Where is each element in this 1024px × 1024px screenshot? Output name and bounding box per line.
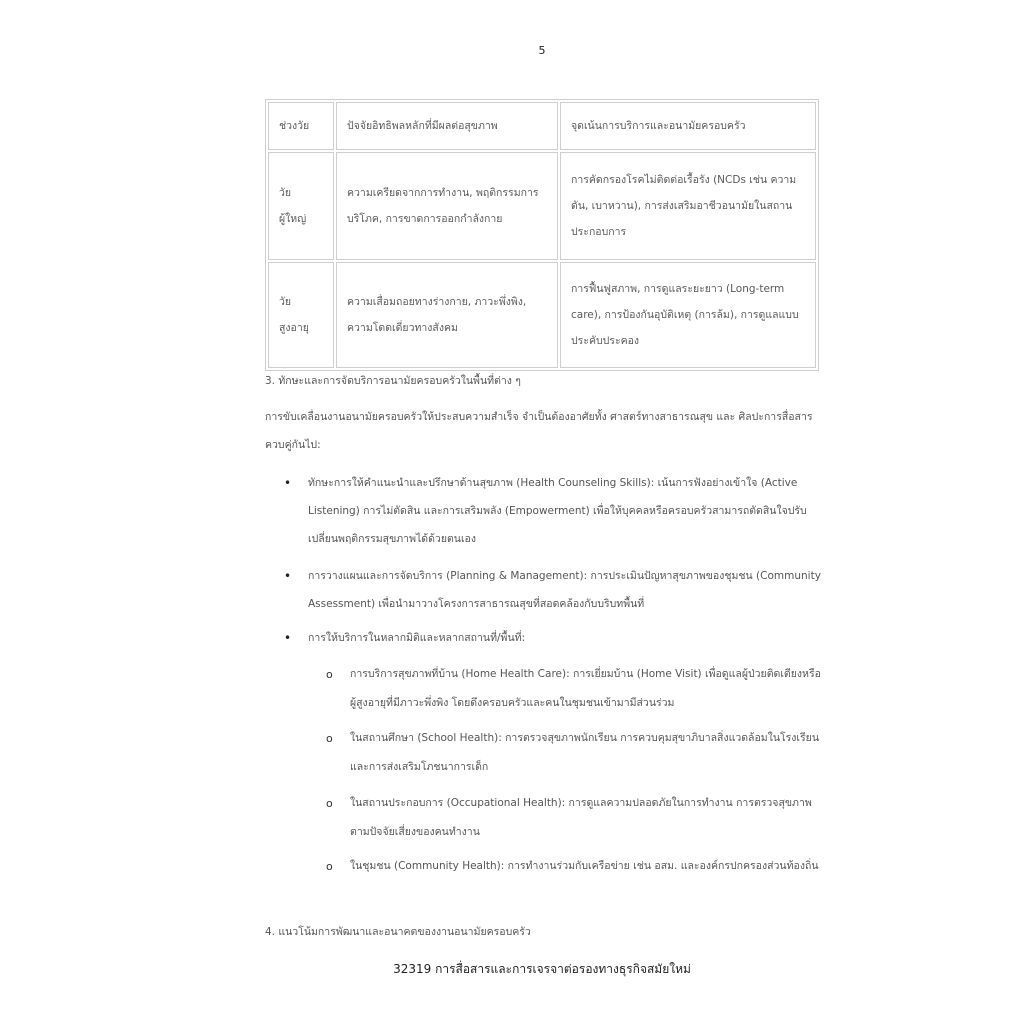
list-item — [326, 660, 824, 718]
service-sublist — [326, 660, 824, 718]
list-item-text: ในชุมชน (Community Health): การทำงานร่วมกับเครือข่าย เช่น อสม. และองค์กรปกครองส่วนท้องถิ่น — [350, 860, 819, 872]
section-3-heading: 3. ทักษะและการจัดบริการอนามัยครอบครัวในพื้นที่ต่าง ๆ — [265, 375, 521, 387]
header-focus: จุดเน้นการบริการและอนามัยครอบครัว — [560, 102, 816, 150]
page-number: 5 — [538, 44, 546, 57]
list-item-text: การให้บริการในหลากมิติและหลากสถานที่/พื้นที่: — [308, 632, 526, 644]
header-age: ช่วงวัย — [268, 102, 334, 150]
section-4-heading: 4. แนวโน้มการพัฒนาและอนาคตของงานอนามัยครอบครัว — [265, 926, 531, 938]
service-sublist — [326, 789, 824, 847]
skills-list — [284, 469, 824, 553]
age-cell — [268, 152, 334, 260]
list-item — [284, 469, 824, 553]
list-item-text: ทักษะการให้คำแนะนำและปรึกษาด้านสุขภาพ (Health Counseling Skills): เน้นการฟังอย่างเข้าใจ (Active Listening) การไม่ตัดสิน และการเสริมพลัง (Empowerment) เพื่อให้บุคคลหรือครอบครัวสามารถตัดสินใจปรับเปลี่ยนพฤติกรรมสุขภาพได้ด้วยตนเอง — [308, 477, 807, 545]
list-item-text: ในสถานศึกษา (School Health): การตรวจสุขภาพนักเรียน การควบคุมสุขาภิบาลสิ่งแวดล้อมในโรงเรียน และการส่งเสริมโภชนาการเด็ก — [350, 732, 819, 773]
bullet-icon: • — [284, 476, 292, 490]
bullet-icon: • — [284, 631, 292, 645]
focus-cell: การฟื้นฟูสภาพ, การดูแลระยะยาว (Long-term care), การป้องกันอุบัติเหตุ (การล้ม), การดูแลแบบประคับประคอง — [560, 262, 816, 368]
skills-list — [284, 562, 824, 618]
page-footer: 32319 การสื่อสารและการเจรจาต่อรองทางธุรกิจสมัยใหม่ — [393, 962, 691, 976]
list-item — [284, 624, 824, 652]
age-label: วัย — [279, 187, 292, 199]
age-cell — [268, 262, 334, 368]
circle-bullet-icon: o — [326, 860, 333, 873]
list-item — [326, 852, 824, 881]
table-header-row — [268, 102, 816, 150]
header-factors: ปัจจัยอิทธิพลหลักที่มีผลต่อสุขภาพ — [336, 102, 558, 150]
age-label: สูงอายุ — [279, 322, 309, 334]
circle-bullet-icon: o — [326, 732, 333, 745]
list-item-text: การวางแผนและการจัดบริการ (Planning & Management): การประเมินปัญหาสุขภาพของชุมชน (Community Assessment) เพื่อนำมาวางโครงการสาธารณสุขที่สอดคล้องกับบริบทพื้นที่ — [308, 570, 821, 610]
skills-list — [284, 624, 824, 652]
age-label: ผู้ใหญ่ — [279, 213, 307, 225]
age-group-table — [265, 99, 819, 371]
service-sublist — [326, 852, 824, 881]
circle-bullet-icon: o — [326, 668, 333, 681]
bullet-icon: • — [284, 569, 292, 583]
factors-cell: ความเครียดจากการทำงาน, พฤติกรรมการบริโภค, การขาดการออกกำลังกาย — [336, 152, 558, 260]
service-sublist — [326, 724, 824, 782]
section-3-intro: การขับเคลื่อนงานอนามัยครอบครัวให้ประสบความสำเร็จ จำเป็นต้องอาศัยทั้ง ศาสตร์ทางสาธารณสุข และ ศิลปะการสื่อสาร ควบคู่กันไป: — [265, 411, 813, 451]
list-item — [326, 724, 824, 782]
factors-cell: ความเสื่อมถอยทางร่างกาย, ภาวะพึ่งพิง, ความโดดเดี่ยวทางสังคม — [336, 262, 558, 368]
table-row — [268, 152, 816, 260]
table-row — [268, 262, 816, 368]
list-item-text: การบริการสุขภาพที่บ้าน (Home Health Care): การเยี่ยมบ้าน (Home Visit) เพื่อดูแลผู้ป่วยติดเตียงหรือผู้สูงอายุที่มีภาวะพึ่งพิง โดยดึงครอบครัวและคนในชุมชนเข้ามามีส่วนร่วม — [350, 668, 821, 709]
focus-cell: การคัดกรองโรคไม่ติดต่อเรื้อรัง (NCDs เช่น ความดัน, เบาหวาน), การส่งเสริมอาชีวอนามัยในสถานประกอบการ — [560, 152, 816, 260]
list-item — [284, 562, 824, 618]
list-item — [326, 789, 824, 847]
circle-bullet-icon: o — [326, 797, 333, 810]
list-item-text: ในสถานประกอบการ (Occupational Health): การดูแลความปลอดภัยในการทำงาน การตรวจสุขภาพตามปัจจัยเสี่ยงของคนทำงาน — [350, 797, 812, 838]
age-label: วัย — [279, 296, 292, 308]
